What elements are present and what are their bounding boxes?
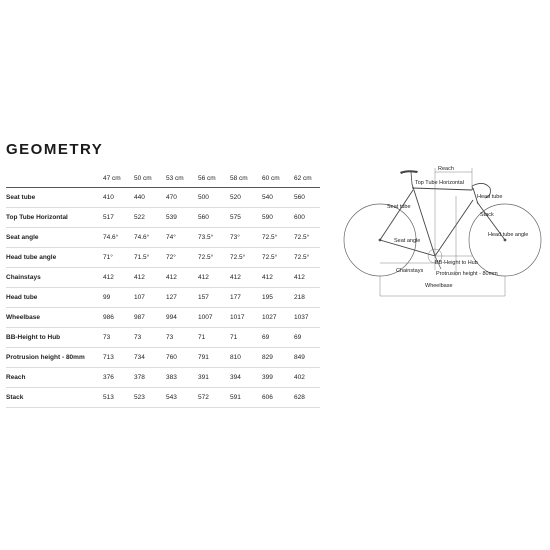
row-label: Seat angle: [6, 234, 39, 241]
table-cell: 410: [103, 194, 114, 201]
table-cell: 72.5°: [294, 234, 310, 241]
table-cell: 69: [262, 334, 270, 341]
table-cell: 560: [198, 214, 209, 221]
row-label: Stack: [6, 394, 24, 401]
table-cell: 412: [198, 274, 209, 281]
row-label: Seat tube: [6, 194, 36, 201]
page-title: GEOMETRY: [6, 141, 104, 158]
table-cell: 522: [134, 214, 145, 221]
table-cell: 71°: [103, 254, 113, 261]
row-label: Head tube angle: [6, 254, 57, 261]
table-cell: 402: [294, 374, 305, 381]
table-cell: 412: [103, 274, 114, 281]
table-cell: 72.5°: [294, 254, 310, 261]
table-cell: 540: [262, 194, 273, 201]
table-cell: 73.5°: [198, 234, 214, 241]
diagram-label-head-tube-angle: Head tube angle: [488, 232, 529, 238]
table-cell: 1037: [294, 314, 309, 321]
table-cell: 986: [103, 314, 114, 321]
size-header: 60 cm: [262, 175, 280, 182]
table-cell: 71: [198, 334, 206, 341]
table-cell: 470: [166, 194, 177, 201]
table-cell: 539: [166, 214, 177, 221]
table-cell: 523: [134, 394, 145, 401]
table-cell: 713: [103, 354, 114, 361]
row-label: BB-Height to Hub: [6, 334, 61, 341]
table-cell: 734: [134, 354, 145, 361]
table-cell: 791: [198, 354, 209, 361]
table-cell: 513: [103, 394, 114, 401]
diagram-label-chainstays: Chainstays: [396, 268, 424, 274]
table-cell: 829: [262, 354, 273, 361]
table-cell: 440: [134, 194, 145, 201]
table-cell: 1027: [262, 314, 277, 321]
table-cell: 517: [103, 214, 114, 221]
table-cell: 73: [103, 334, 111, 341]
row-label: Top Tube Horizontal: [6, 214, 68, 221]
table-cell: 127: [166, 294, 177, 301]
row-label: Protrusion height - 80mm: [6, 354, 85, 361]
diagram-label-top-tube: Top Tube Horizontal: [415, 180, 464, 186]
table-cell: 590: [262, 214, 273, 221]
geometry-table: [6, 170, 320, 408]
table-cell: 760: [166, 354, 177, 361]
table-cell: 195: [262, 294, 273, 301]
table-cell: 600: [294, 214, 305, 221]
row-label: Wheelbase: [6, 314, 40, 321]
diagram-label-reach: Reach: [438, 166, 454, 172]
diagram-label-wheelbase: Wheelbase: [425, 283, 453, 289]
table-cell: 73: [166, 334, 174, 341]
row-label: Chainstays: [6, 274, 41, 281]
table-cell: 73: [134, 334, 142, 341]
table-cell: 71: [230, 334, 238, 341]
table-row: [6, 348, 320, 368]
table-cell: 73°: [230, 234, 240, 241]
table-cell: 1017: [230, 314, 245, 321]
table-row: [6, 308, 320, 328]
table-row: [6, 248, 320, 268]
diagram-label-bb-height: BB-Height to Hub: [435, 260, 478, 266]
table-cell: 575: [230, 214, 241, 221]
table-cell: 560: [294, 194, 305, 201]
table-cell: 394: [230, 374, 241, 381]
table-cell: 72.5°: [262, 254, 278, 261]
table-cell: 72.5°: [262, 234, 278, 241]
row-label: Reach: [6, 374, 26, 381]
table-cell: 994: [166, 314, 177, 321]
table-row: [6, 288, 320, 308]
table-cell: 177: [230, 294, 241, 301]
table-cell: 99: [103, 294, 111, 301]
table-cell: 500: [198, 194, 209, 201]
size-header: 47 cm: [103, 175, 121, 182]
table-cell: 520: [230, 194, 241, 201]
table-cell: 391: [198, 374, 209, 381]
table-header-row: [6, 170, 320, 188]
size-header: 56 cm: [198, 175, 216, 182]
table-row: [6, 368, 320, 388]
table-cell: 1007: [198, 314, 213, 321]
table-row: [6, 388, 320, 408]
table-cell: 383: [166, 374, 177, 381]
diagram-label-head-tube: Head tube: [477, 194, 503, 200]
table-cell: 849: [294, 354, 305, 361]
diagram-label-seat-angle: Seat angle: [394, 238, 421, 244]
table-cell: 378: [134, 374, 145, 381]
table-cell: 72.5°: [230, 254, 246, 261]
saddle: [400, 170, 418, 174]
table-cell: 628: [294, 394, 305, 401]
table-row: [6, 268, 320, 288]
diagram-label-protrusion: Protrusion height - 80mm: [436, 271, 498, 277]
table-cell: 572: [198, 394, 209, 401]
table-cell: 810: [230, 354, 241, 361]
table-cell: 412: [230, 274, 241, 281]
table-cell: 376: [103, 374, 114, 381]
table-cell: 74.6°: [103, 234, 119, 241]
table-cell: 399: [262, 374, 273, 381]
size-header: 50 cm: [134, 175, 152, 182]
table-cell: 606: [262, 394, 273, 401]
table-cell: 412: [166, 274, 177, 281]
row-label: Head tube: [6, 294, 38, 301]
diagram-label-seat-tube: Seat tube: [387, 204, 411, 210]
table-cell: 69: [294, 334, 302, 341]
table-row: [6, 188, 320, 208]
table-cell: 72°: [166, 254, 176, 261]
table-cell: 987: [134, 314, 145, 321]
size-header: 53 cm: [166, 175, 184, 182]
table-cell: 107: [134, 294, 145, 301]
table-row: [6, 228, 320, 248]
table-row: [6, 328, 320, 348]
table-cell: 412: [134, 274, 145, 281]
table-cell: 74.6°: [134, 234, 150, 241]
table-cell: 412: [294, 274, 305, 281]
size-header: 58 cm: [230, 175, 248, 182]
table-cell: 543: [166, 394, 177, 401]
table-cell: 72.5°: [198, 254, 214, 261]
table-cell: 157: [198, 294, 209, 301]
table-cell: 71.5°: [134, 254, 150, 261]
table-cell: 74°: [166, 234, 176, 241]
table-row: [6, 208, 320, 228]
table-cell: 591: [230, 394, 241, 401]
diagram-label-stack: Stack: [480, 212, 494, 218]
bike-geometry-diagram: [340, 158, 545, 298]
table-cell: 412: [262, 274, 273, 281]
table-cell: 218: [294, 294, 305, 301]
size-header: 62 cm: [294, 175, 312, 182]
header-label-cell: [6, 170, 103, 188]
